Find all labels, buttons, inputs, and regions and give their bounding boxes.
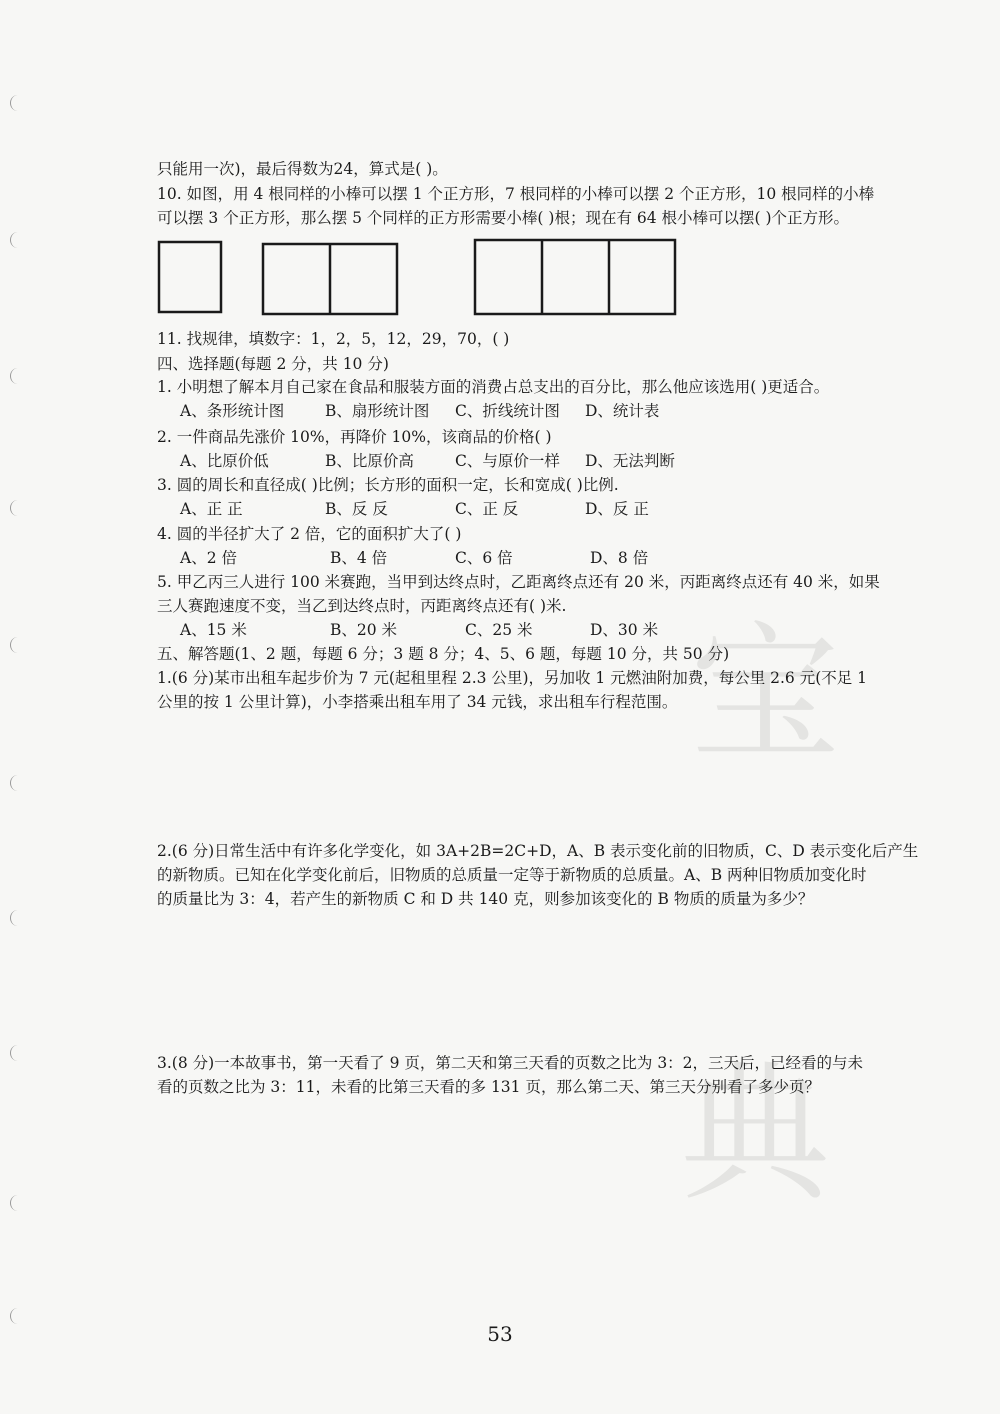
option-a: A、比原价低 — [180, 452, 269, 470]
option-d: D、8 倍 — [590, 549, 649, 567]
binder-hole-icon — [10, 368, 25, 384]
option-d: D、30 米 — [590, 621, 659, 639]
question-11: 11. 找规律，填数字：1，2，5，12，29，70，( ) — [157, 330, 510, 348]
option-a: A、2 倍 — [180, 549, 237, 567]
binder-hole-icon — [10, 1195, 25, 1211]
solve-question-1-line-1: 1.(6 分)某市出租车起步价为 7 元(起租里程 2.3 公里)，另加收 1 元燃油附加费，每公里 2.6 元(不足 1 — [157, 669, 868, 687]
watermark-mark: 宝 — [690, 608, 841, 782]
one-square — [159, 242, 221, 312]
binder-hole-icon — [10, 637, 25, 653]
option-c: C、6 倍 — [455, 549, 513, 567]
choice-question-4: 4. 圆的半径扩大了 2 倍，它的面积扩大了( ) — [157, 525, 462, 543]
question-10-line-1: 10. 如图，用 4 根同样的小棒可以摆 1 个正方形，7 根同样的小棒可以摆 2 个正方形，10 根同样的小棒 — [157, 185, 875, 203]
binder-hole-icon — [10, 775, 25, 791]
choice-question-5-line-2: 三人赛跑速度不变，当乙到达终点时，丙距离终点还有( )米. — [157, 597, 567, 615]
section-4-heading: 四、选择题(每题 2 分，共 10 分) — [157, 355, 389, 373]
binder-hole-icon — [10, 1045, 25, 1061]
binder-hole-icon — [10, 500, 25, 516]
option-c: C、与原价一样 — [455, 452, 560, 470]
watermark-mark: 典 — [680, 1048, 831, 1222]
option-c: C、正 反 — [455, 500, 519, 518]
option-a: A、正 正 — [180, 500, 243, 518]
choice-question-1: 1. 小明想了解本月自己家在食品和服装方面的消费占总支出的百分比，那么他应该选用( )更适合。 — [157, 378, 830, 396]
option-a: A、15 米 — [180, 621, 247, 639]
question-10-line-2: 可以摆 3 个正方形，那么摆 5 个同样的正方形需要小棒( )根；现在有 64 根小棒可以摆( )个正方形。 — [157, 209, 850, 227]
option-c: C、25 米 — [465, 621, 533, 639]
option-d: D、统计表 — [585, 402, 660, 420]
solve-question-2-line-3: 的质量比为 3：4，若产生的新物质 C 和 D 共 140 克，则参加该变化的 B 物质的质量为多少？ — [157, 890, 814, 908]
option-b: B、比原价高 — [325, 452, 414, 470]
solve-question-2-line-1: 2.(6 分)日常生活中有许多化学变化，如 3A+2B=2C+D，A、B 表示变化前的旧物质，C、D 表示变化后产生 — [157, 842, 919, 860]
option-b: B、扇形统计图 — [325, 402, 430, 420]
solve-question-3-line-1: 3.(8 分)一本故事书，第一天看了 9 页，第二天和第三天看的页数之比为 3：2，三天后，已经看的与未 — [157, 1054, 864, 1072]
solve-question-1-line-2: 公里的按 1 公里计算)，小李搭乘出租车用了 34 元钱，求出租车行程范围。 — [157, 693, 678, 711]
choice-question-3: 3. 圆的周长和直径成( )比例；长方形的面积一定，长和宽成( )比例. — [157, 476, 619, 494]
matchstick-squares-figure — [155, 236, 685, 318]
binder-hole-icon — [10, 910, 25, 926]
option-c: C、折线统计图 — [455, 402, 560, 420]
solve-question-2-line-2: 的新物质。已知在化学变化前后，旧物质的总质量一定等于新物质的总质量。A、B 两种旧物质加变化时 — [157, 866, 867, 884]
binder-hole-icon — [10, 95, 25, 111]
choice-question-2: 2. 一件商品先涨价 10%，再降价 10%，该商品的价格( ) — [157, 428, 552, 446]
option-d: D、反 正 — [585, 500, 649, 518]
binder-hole-icon — [10, 232, 25, 248]
question-9-continuation: 只能用一次)，最后得数为24，算式是( )。 — [157, 160, 448, 178]
page-number: 53 — [487, 1322, 513, 1346]
option-d: D、无法判断 — [585, 452, 675, 470]
solve-question-3-line-2: 看的页数之比为 3：11，未看的比第三天看的多 131 页，那么第二天、第三天分别看了多少页？ — [157, 1078, 820, 1096]
option-b: B、20 米 — [330, 621, 398, 639]
option-b: B、4 倍 — [330, 549, 388, 567]
three-squares — [475, 240, 675, 314]
section-5-heading: 五、解答题(1、2 题，每题 6 分；3 题 8 分；4、5、6 题，每题 10 分，共 50 分) — [157, 645, 730, 663]
choice-question-5-line-1: 5. 甲乙丙三人进行 100 米赛跑，当甲到达终点时，乙距离终点还有 20 米，丙距离终点还有 40 米，如果 — [157, 573, 880, 591]
option-a: A、条形统计图 — [180, 402, 285, 420]
option-b: B、反 反 — [325, 500, 388, 518]
